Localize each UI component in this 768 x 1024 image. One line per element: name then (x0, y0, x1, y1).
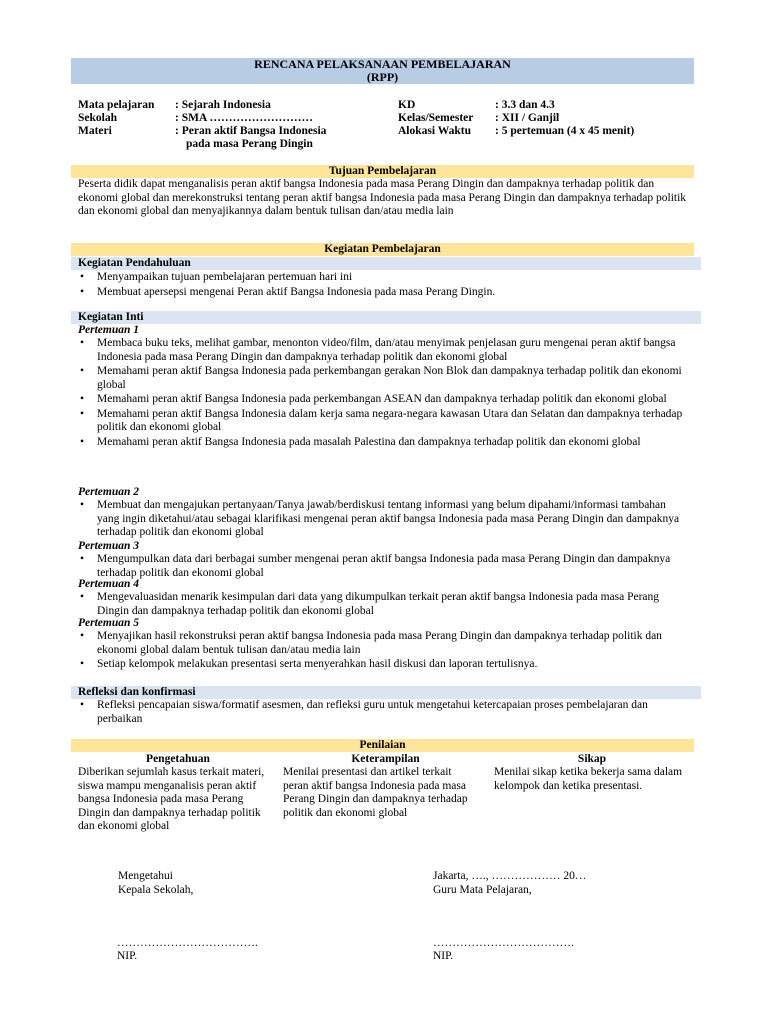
sekolah-value: : SMA ……………………… (175, 112, 313, 124)
list-item: • Refleksi pencapaian siswa/formatif asesmen, dan refleksi guru untuk mengetahui ketercapaian proses pembelajaran dan perbaikan (78, 699, 690, 726)
list-item: • Memahami peran aktif Bangsa Indonesia dalam kerja sama negara-negara kawasan Utara dan Selatan dan dampaknya terhadap politik dan ekonomi global (78, 408, 690, 435)
pertemuan-3-label: Pertemuan 3 (78, 540, 140, 552)
sign-left-dots: ………………………………. (117, 937, 258, 949)
list-item: • Membuat dan mengajukan pertanyaan/Tanya jawab/berdiskusi tentang informasi yang belum dipahami/informasi tambahan yang ingin diketahui/atau sebagai klarifikasi mengenai peran aktif bangsa Indonesia pada masa Perang Dingin dan dampaknya terhadap politik dan ekonomi global (78, 499, 690, 540)
pengetahuan-head: Pengetahuan (146, 753, 210, 765)
list-item: • Membaca buku teks, melihat gambar, menonton video/film, dan/atau menyimak penjelasan guru mengenai peran aktif bangsa Indonesia pada masa Perang Dingin dan dampaknya terhadap politik dan ekonomi global (78, 337, 690, 364)
pertemuan-2-list (78, 499, 690, 540)
list-item: • Setiap kelompok melakukan presentasi serta menyerahkan hasil diskusi dan laporan tertulisnya. (78, 658, 690, 672)
pertemuan-3-list (78, 553, 690, 580)
penilaian-title: Penilaian (71, 739, 694, 752)
mapel-label: Mata pelajaran (78, 99, 155, 111)
pertemuan-5-label: Pertemuan 5 (78, 617, 140, 629)
document-subtitle: (RPP) (366, 70, 399, 84)
list-item: • Memahami peran aktif Bangsa Indonesia pada perkembangan ASEAN dan dampaknya terhadap politik dan ekonomi global (78, 393, 690, 407)
list-item: • Mengevaluasidan menarik kesimpulan dari data yang dikumpulkan terkait peran aktif bangsa Indonesia pada masa Perang Dingin dan dampaknya terhadap politik dan ekonomi global (78, 591, 690, 618)
materi-value: : Peran aktif Bangsa Indonesia (175, 125, 327, 137)
pertemuan-2-label: Pertemuan 2 (78, 486, 140, 498)
sign-left-nip: NIP. (117, 950, 138, 962)
inti-title: Kegiatan Inti (71, 311, 701, 324)
keterampilan-text: Menilai presentasi dan artikel terkait peran aktif bangsa Indonesia pada masa Perang Dingin dan dampaknya terhadap politik dan ekonomi global (283, 766, 468, 819)
title-band (71, 58, 694, 84)
alokasi-label: Alokasi Waktu (398, 125, 471, 137)
sekolah-label: Sekolah (78, 112, 117, 124)
kelas-value: : XII / Ganjil (495, 112, 560, 124)
sign-left-line1: Mengetahui (118, 870, 173, 882)
document-title: RENCANA PELAKSANAAN PEMBELAJARAN (254, 57, 511, 71)
list-item: • Memahami peran aktif Bangsa Indonesia pada masalah Palestina dan dampaknya terhadap politik dan ekonomi global (78, 436, 690, 450)
pertemuan-4-label: Pertemuan 4 (78, 578, 140, 590)
materi-value-cont: pada masa Perang Dingin (186, 138, 313, 150)
list-item: • Menyajikan hasil rekonstruksi peran aktif bangsa Indonesia pada masa Perang Dingin dan dampaknya terhadap politik dan ekonomi global dalam bentuk tulisan dan/atau media lain (78, 630, 690, 657)
alokasi-value: : 5 pertemuan (4 x 45 menit) (495, 125, 635, 137)
list-item: • Mengumpulkan data dari berbagai sumber mengenai peran aktif bangsa Indonesia pada masa Perang Dingin dan dampaknya terhadap politik dan ekonomi global (78, 553, 690, 580)
sikap-head: Sikap (577, 753, 607, 765)
materi-label: Materi (78, 125, 112, 137)
pendahuluan-title: Kegiatan Pendahuluan (71, 257, 701, 270)
pengetahuan-text: Diberikan sejumlah kasus terkait materi, siswa mampu menganalisis peran aktif bangsa Indonesia pada masa Perang Dingin dan dampaknya terhadap politik dan ekonomi global (78, 766, 265, 832)
sign-right-line1: Jakarta, …., ……………… 20… (433, 870, 587, 882)
kd-label: KD (398, 99, 416, 111)
pertemuan-1-list (78, 337, 690, 449)
kelas-label: Kelas/Semester (398, 112, 474, 124)
pertemuan-4-list (78, 591, 690, 618)
sign-left-line2: Kepala Sekolah, (118, 884, 194, 896)
list-item: • Menyampaikan tujuan pembelajaran pertemuan hari ini (78, 271, 690, 285)
mapel-value: : Sejarah Indonesia (175, 99, 271, 111)
kegiatan-title: Kegiatan Pembelajaran (71, 243, 694, 256)
list-item: • Membuat apersepsi mengenai Peran aktif Bangsa Indonesia pada masa Perang Dingin. (78, 286, 690, 300)
pertemuan-1-label: Pertemuan 1 (78, 324, 140, 336)
sign-right-nip: NIP. (433, 950, 454, 962)
pertemuan-5-list (78, 630, 690, 672)
refleksi-title: Refleksi dan konfirmasi (71, 686, 701, 699)
pendahuluan-list (78, 271, 690, 299)
kd-value: : 3.3 dan 4.3 (495, 99, 555, 111)
keterampilan-head: Keterampilan (351, 753, 420, 765)
tujuan-text: Peserta didik dapat menganalisis peran aktif bangsa Indonesia pada masa Perang Dingin dan dampaknya terhadap politik dan ekonomi global dan merekonstruksi tentang peran aktif bangsa Indonesia pada masa Perang Dingin dan dampaknya terhadap politik dan ekonomi global dan menyajikannya dalam bentuk tulisan dan/atau media lain (78, 178, 687, 217)
refleksi-list (78, 699, 690, 726)
sikap-text: Menilai sikap ketika bekerja sama dalam kelompok dan ketika presentasi. (494, 766, 683, 792)
list-item: • Memahami peran aktif Bangsa Indonesia pada perkembangan gerakan Non Blok dan dampaknya terhadap politik dan ekonomi global (78, 365, 690, 392)
tujuan-title: Tujuan Pembelajaran (71, 165, 694, 178)
sign-right-dots: ………………………………. (433, 937, 574, 949)
sign-right-line2: Guru Mata Pelajaran, (433, 884, 532, 896)
